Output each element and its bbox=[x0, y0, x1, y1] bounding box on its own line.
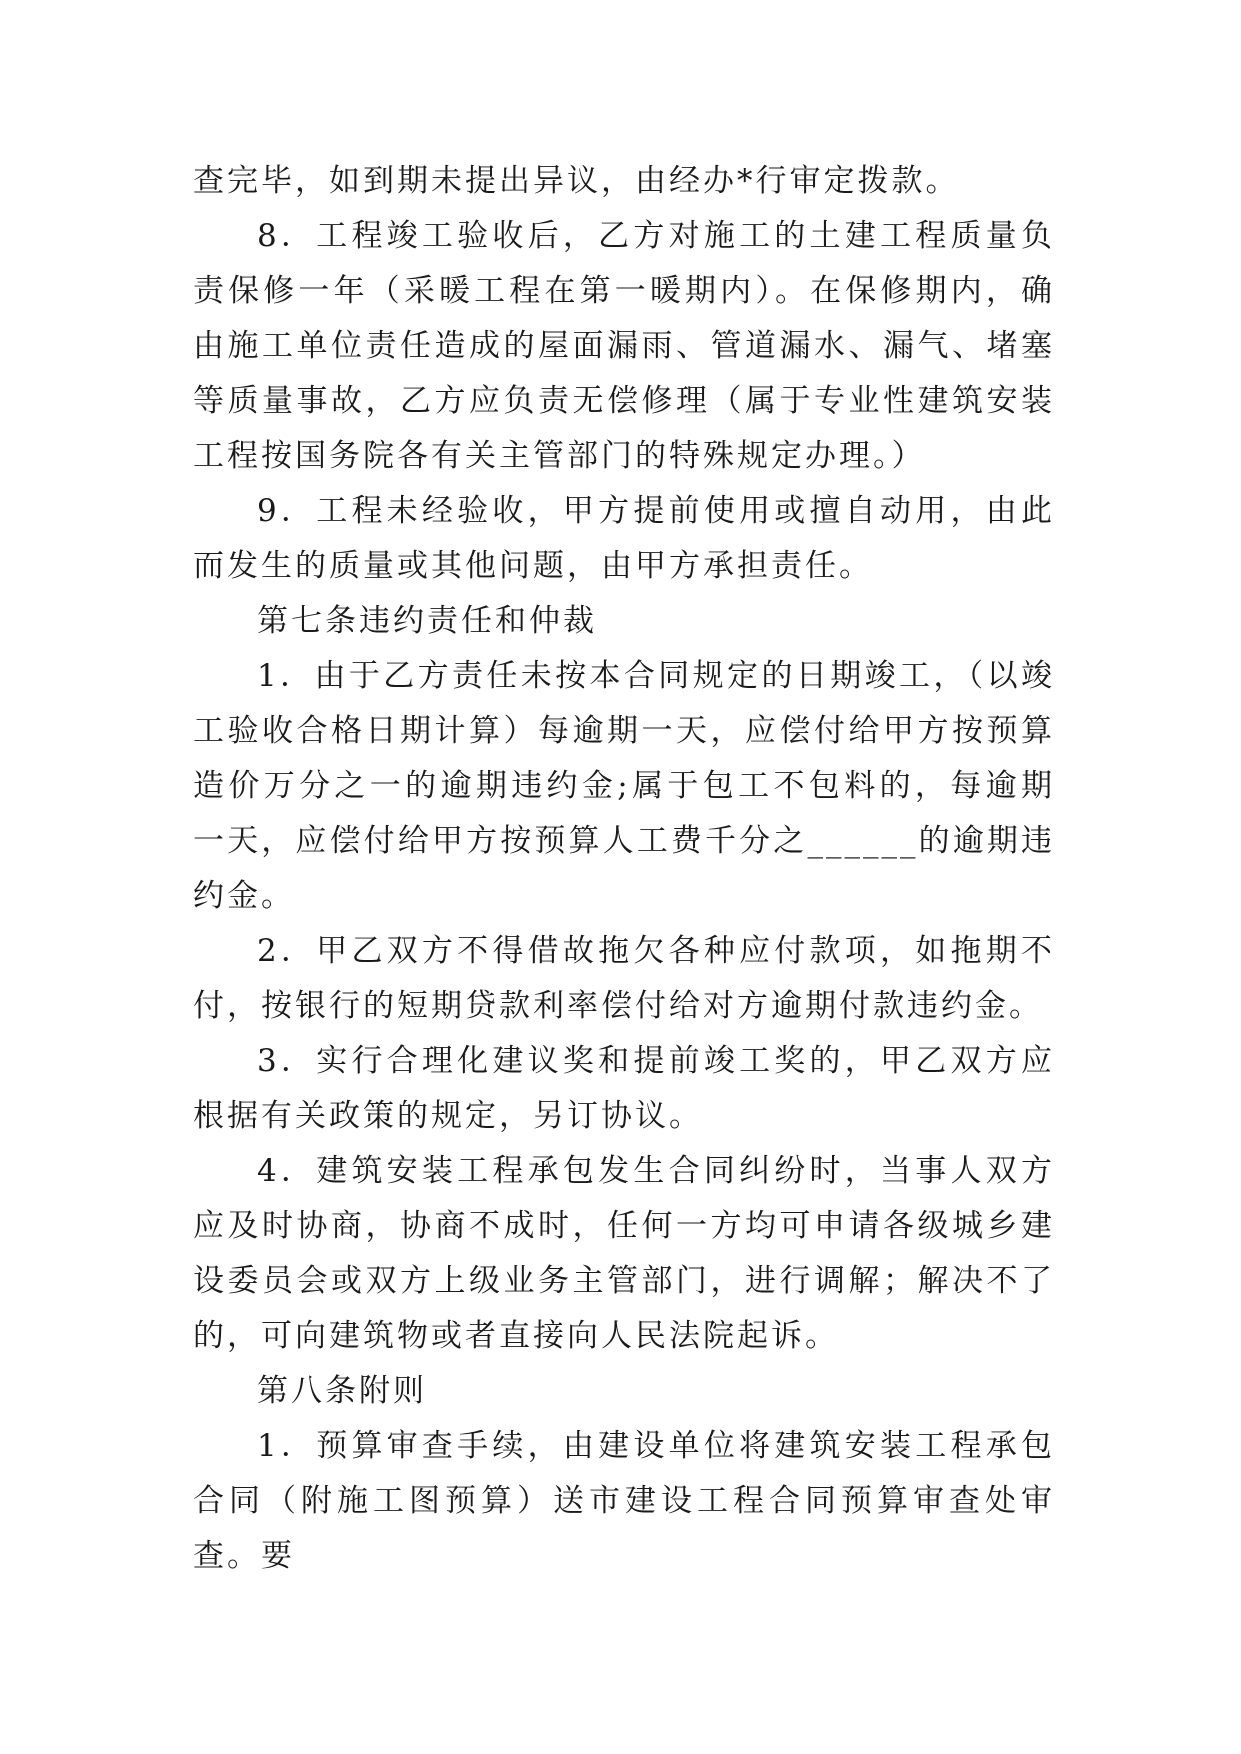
section-heading-article-7: 第七条违约责任和仲裁 bbox=[257, 603, 597, 639]
paragraph-article-7-item-1: 1．由于乙方责任未按本合同规定的日期竣工，（以竣工验收合格日期计算）每逾期一天，应偿付给甲方按预算造价万分之一的逾期违约金;属于包工不包料的，每逾期一天，应偿付给甲方按预算人工费千分之______的逾期违约金。 bbox=[193, 658, 1055, 914]
paragraph-article-8-item-1: 1．预算审查手续，由建设单位将建筑安装工程承包合同（附施工图预算）送市建设工程合同预算审查处审查。要 bbox=[193, 1428, 1055, 1574]
paragraph-article-7-item-2: 2．甲乙双方不得借故拖欠各种应付款项，如拖期不付，按银行的短期贷款利率偿付给对方逾期付款违约金。 bbox=[193, 933, 1055, 1024]
paragraph-article-7-item-4: 4．建筑安装工程承包发生合同纠纷时，当事人双方应及时协商，协商不成时，任何一方均可申请各级城乡建设委员会或双方上级业务主管部门，进行调解；解决不了的，可向建筑物或者直接向人民法院起诉。 bbox=[193, 1153, 1055, 1354]
section-heading-article-8: 第八条附则 bbox=[257, 1373, 427, 1409]
paragraph-article-7-item-3: 3．实行合理化建议奖和提前竣工奖的，甲乙双方应根据有关政策的规定，另订协议。 bbox=[193, 1043, 1055, 1134]
paragraph-item-9: 9．工程未经验收，甲方提前使用或擅自动用，由此而发生的质量或其他问题，由甲方承担责任。 bbox=[193, 493, 1055, 584]
paragraph-continuation: 查完毕，如到期未提出异议，由经办*行审定拨款。 bbox=[193, 163, 960, 199]
paragraph-item-8: 8．工程竣工验收后，乙方对施工的土建工程质量负责保修一年（采暖工程在第一暖期内）。在保修期内，确由施工单位责任造成的屋面漏雨、管道漏水、漏气、堵塞等质量事故，乙方应负责无偿修理（属于专业性建筑安装工程按国务院各有关主管部门的特殊规定办理。） bbox=[193, 218, 1055, 474]
document-page bbox=[193, 154, 1055, 1584]
